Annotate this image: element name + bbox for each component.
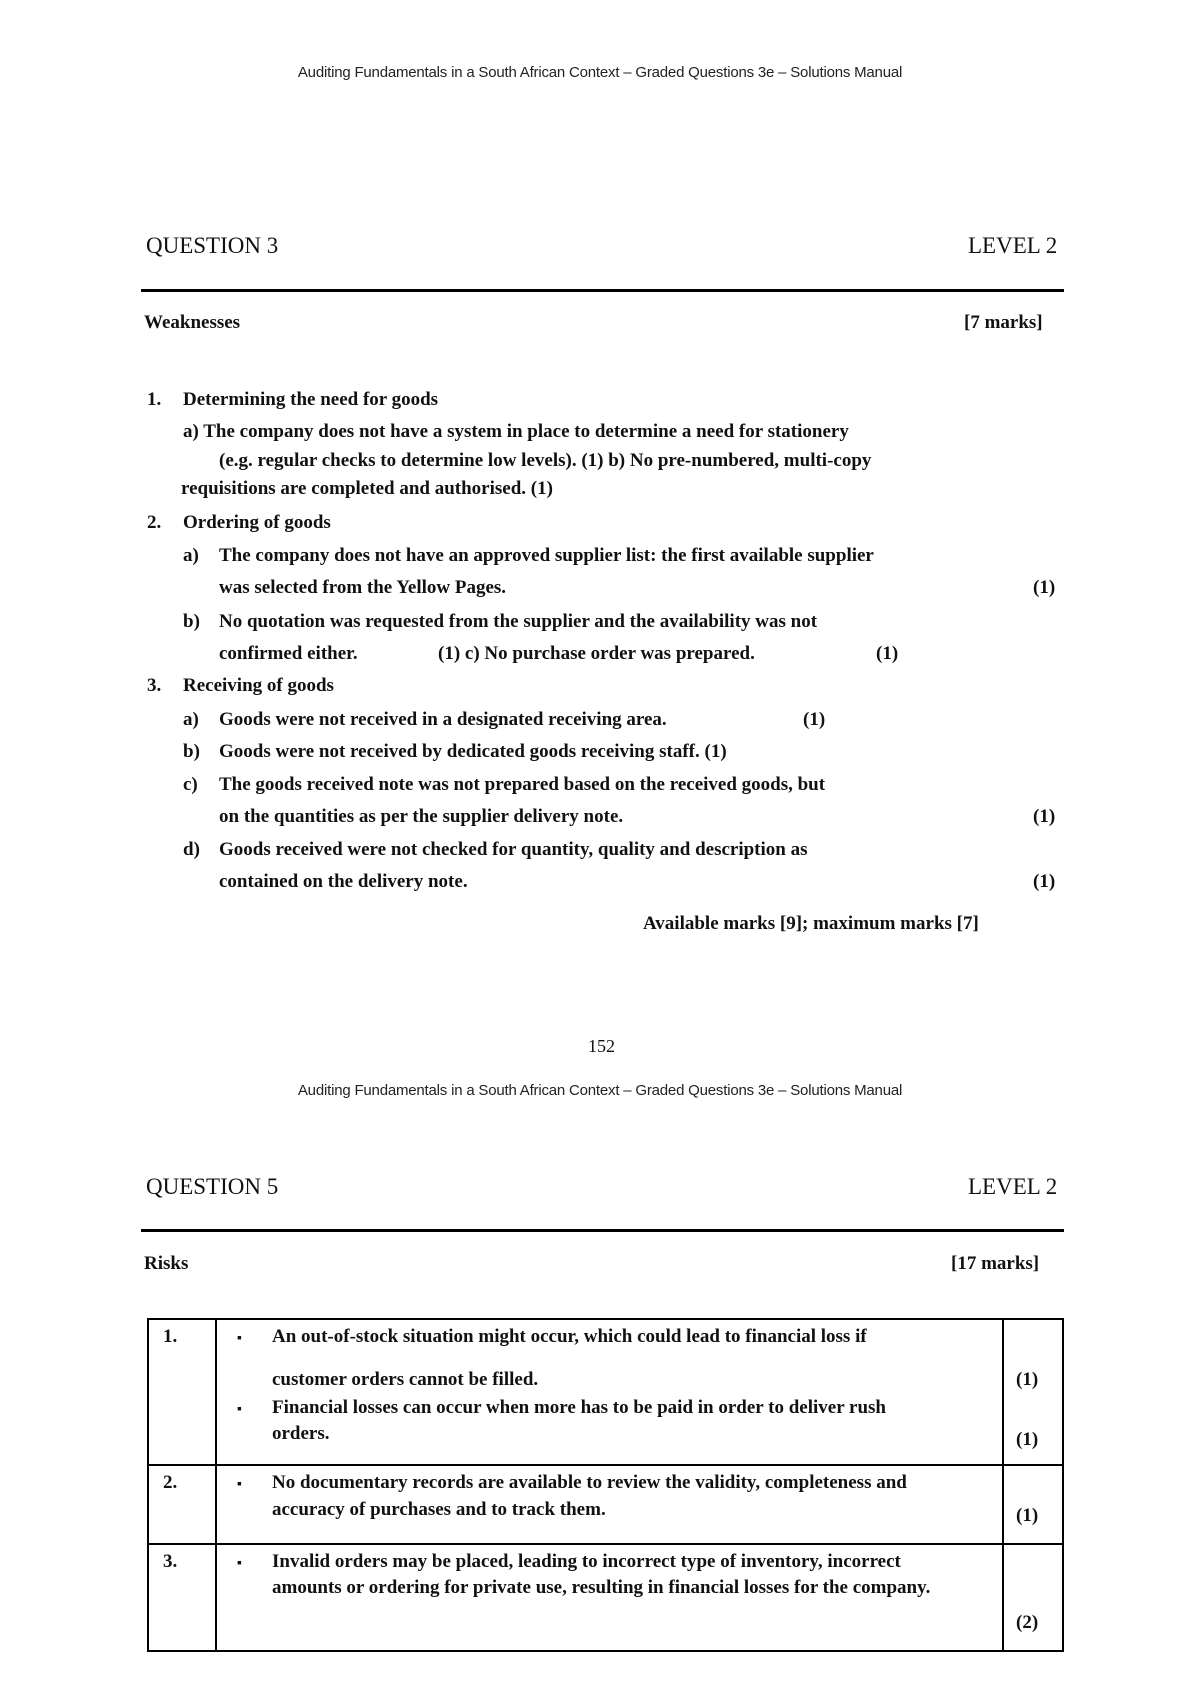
- mark: (1): [1016, 1429, 1039, 1450]
- item-number: 1.: [147, 389, 162, 410]
- title-rule: [141, 1229, 1064, 1232]
- line: (1) c) No purchase order was prepared.: [438, 643, 755, 664]
- question-title: QUESTION 5: [146, 1174, 279, 1199]
- row-marks: [1003, 1465, 1063, 1544]
- section-marks: [17 marks]: [951, 1253, 1040, 1274]
- section-marks: [7 marks]: [964, 312, 1043, 333]
- marks-summary: Available marks [9]; maximum marks [7]: [643, 913, 979, 934]
- item-title: Receiving of goods: [183, 675, 334, 696]
- line: requisitions are completed and authorised. (1): [181, 478, 553, 499]
- row-number: 3.: [148, 1544, 216, 1651]
- line: The goods received note was not prepared based on the received goods, but: [219, 774, 826, 795]
- line: Goods received were not checked for quantity, quality and description as: [219, 839, 808, 860]
- line: amounts or ordering for private use, resulting in financial losses for the company.: [272, 1577, 931, 1598]
- item-label: b): [183, 741, 200, 762]
- line: Goods were not received in a designated receiving area.: [219, 709, 667, 730]
- line: No documentary records are available to review the validity, completeness and: [272, 1472, 907, 1493]
- line: The company does not have an approved supplier list: the first available supplier: [219, 545, 874, 566]
- mark: (1): [1033, 871, 1056, 892]
- bullet-icon: ▪: [237, 1556, 242, 1571]
- item-label: d): [183, 839, 200, 860]
- section-heading: Weaknesses: [144, 312, 241, 333]
- mark: (1): [803, 709, 826, 730]
- table-row: [148, 1465, 1063, 1544]
- title-rule: [141, 289, 1064, 292]
- section-heading: Risks: [144, 1253, 189, 1274]
- item-number: 2.: [147, 512, 162, 533]
- line: accuracy of purchases and to track them.: [272, 1499, 606, 1520]
- item-title: Determining the need for goods: [183, 389, 439, 410]
- mark: (1): [1033, 577, 1056, 598]
- row-text: [216, 1544, 1003, 1651]
- mark: (1): [1016, 1505, 1039, 1526]
- item-label: c): [183, 774, 198, 795]
- line: Invalid orders may be placed, leading to incorrect type of inventory, incorrect: [272, 1551, 901, 1572]
- question-level: LEVEL 2: [968, 233, 1058, 258]
- line: on the quantities as per the supplier delivery note.: [219, 806, 624, 827]
- question-title: QUESTION 3: [146, 233, 279, 258]
- item-label: a): [183, 709, 199, 730]
- page-number: 152: [588, 1036, 615, 1056]
- running-header: Auditing Fundamentals in a South African Context – Graded Questions 3e – Solutions Manual: [297, 1082, 903, 1099]
- item-number: 3.: [147, 675, 162, 696]
- mark: (1): [876, 643, 899, 664]
- line: (e.g. regular checks to determine low levels). (1) b) No pre-numbered, multi-copy: [219, 450, 872, 471]
- row-marks: [1003, 1544, 1063, 1651]
- line: orders.: [272, 1423, 330, 1444]
- bullet-icon: ▪: [237, 1402, 242, 1417]
- line: contained on the delivery note.: [219, 871, 468, 892]
- row-text: [216, 1319, 1003, 1465]
- item-label: b): [183, 611, 200, 632]
- row-text: [216, 1465, 1003, 1544]
- question-level: LEVEL 2: [968, 1174, 1058, 1199]
- line: Financial losses can occur when more has to be paid in order to deliver rush: [272, 1397, 887, 1418]
- row-number: 2.: [148, 1465, 216, 1544]
- risks-table: [147, 1318, 1064, 1652]
- line: was selected from the Yellow Pages.: [219, 577, 507, 598]
- running-header: Auditing Fundamentals in a South African Context – Graded Questions 3e – Solutions Manual: [297, 64, 903, 81]
- table-row: [148, 1544, 1063, 1651]
- mark: (2): [1016, 1612, 1039, 1633]
- mark: (1): [1016, 1369, 1039, 1390]
- item-title: Ordering of goods: [183, 512, 331, 533]
- table-row: [148, 1319, 1063, 1465]
- item-label: a): [183, 545, 199, 566]
- bullet-icon: ▪: [237, 1477, 242, 1492]
- line: Goods were not received by dedicated goods receiving staff. (1): [219, 741, 727, 762]
- bullet-icon: ▪: [237, 1331, 242, 1346]
- line: customer orders cannot be filled.: [272, 1369, 539, 1390]
- line: An out-of-stock situation might occur, which could lead to financial loss if: [272, 1326, 867, 1347]
- row-marks: [1003, 1319, 1063, 1465]
- line: No quotation was requested from the supplier and the availability was not: [219, 611, 818, 632]
- mark: (1): [1033, 806, 1056, 827]
- line: a) The company does not have a system in place to determine a need for stationery: [183, 421, 849, 442]
- line: confirmed either.: [219, 643, 358, 664]
- row-number: 1.: [148, 1319, 216, 1465]
